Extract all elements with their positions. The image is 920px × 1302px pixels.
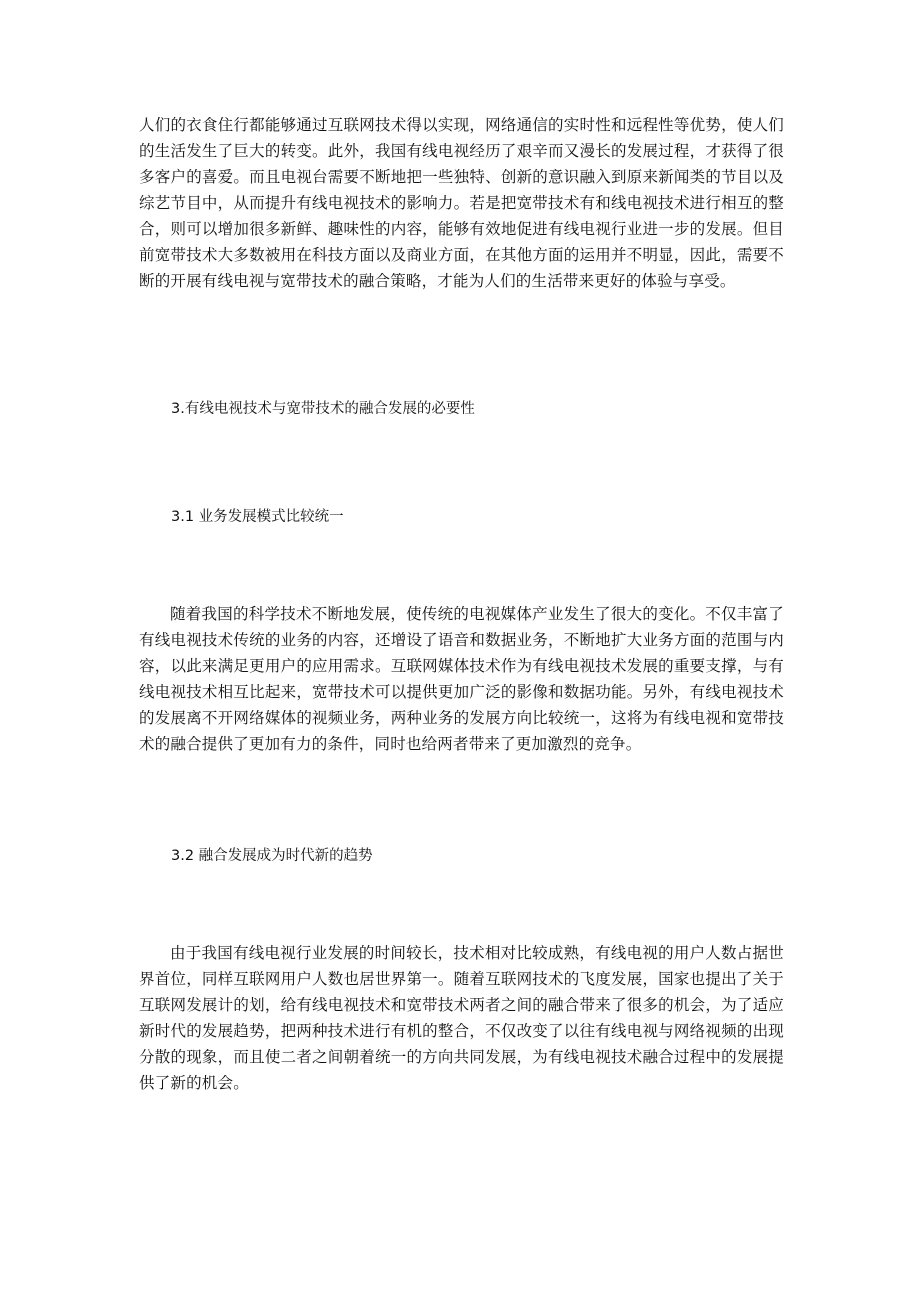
section-heading-3-2: 3.2 融合发展成为时代新的趋势 xyxy=(171,848,373,864)
body-paragraph: 人们的衣食住行都能够通过互联网技术得以实现，网络通信的实时性和远程性等优势，使人们的生活发生了巨大的转变。此外，我国有线电视经历了艰辛而又漫长的发展过程，才获得了很多客户的喜爱。而且电视台需要不断地把一些独特、创新的意识融入到原来新闻类的节目以及综艺节目中，从而提升有线电视技术的影响力。若是把宽带技术有和线电视技术进行相互的整合，则可以增加很多新鲜、趣味性的内容，能够有效地促进有线电视行业进一步的发展。但目前宽带技术大多数被用在科技方面以及商业方面，在其他方面的运用并不明显，因此，需要不断的开展有线电视与宽带技术的融合策略，才能为人们的生活带来更好的体验与享受。 xyxy=(139,116,784,290)
body-paragraph: 由于我国有线电视行业发展的时间较长，技术相对比较成熟，有线电视的用户人数占据世界首位，同样互联网用户人数也居世界第一。随着互联网技术的飞度发展，国家也提出了关于互联网发展计的划，给有线电视技术和宽带技术两者之间的融合带来了很多的机会，为了适应新时代的发展趋势，把两种技术进行有机的整合，不仅改变了以往有线电视与网络视频的出现分散的现象，而且使二者之间朝着统一的方向共同发展，为有线电视技术融合过程中的发展提供了新的机会。 xyxy=(139,944,784,1092)
body-paragraph-1-container xyxy=(139,112,784,294)
section-heading-3: 3.有线电视技术与宽带技术的融合发展的必要性 xyxy=(171,401,475,417)
body-paragraph: 随着我国的科学技术不断地发展，使传统的电视媒体产业发生了很大的变化。不仅丰富了有线电视技术传统的业务的内容，还增设了语音和数据业务，不断地扩大业务方面的范围与内容，以此来满足更用户的应用需求。互联网媒体技术作为有线电视技术发展的重要支撑，与有线电视技术相互比起来，宽带技术可以提供更加广泛的影像和数据功能。另外，有线电视技术的发展离不开网络媒体的视频业务，两种业务的发展方向比较统一，这将为有线电视和宽带技术的融合提供了更加有力的条件，同时也给两者带来了更加激烈的竞争。 xyxy=(139,605,784,753)
section-heading-3-1: 3.1 业务发展模式比较统一 xyxy=(171,509,344,525)
body-paragraph-2-container xyxy=(139,601,784,757)
body-paragraph-3-container xyxy=(139,940,784,1096)
